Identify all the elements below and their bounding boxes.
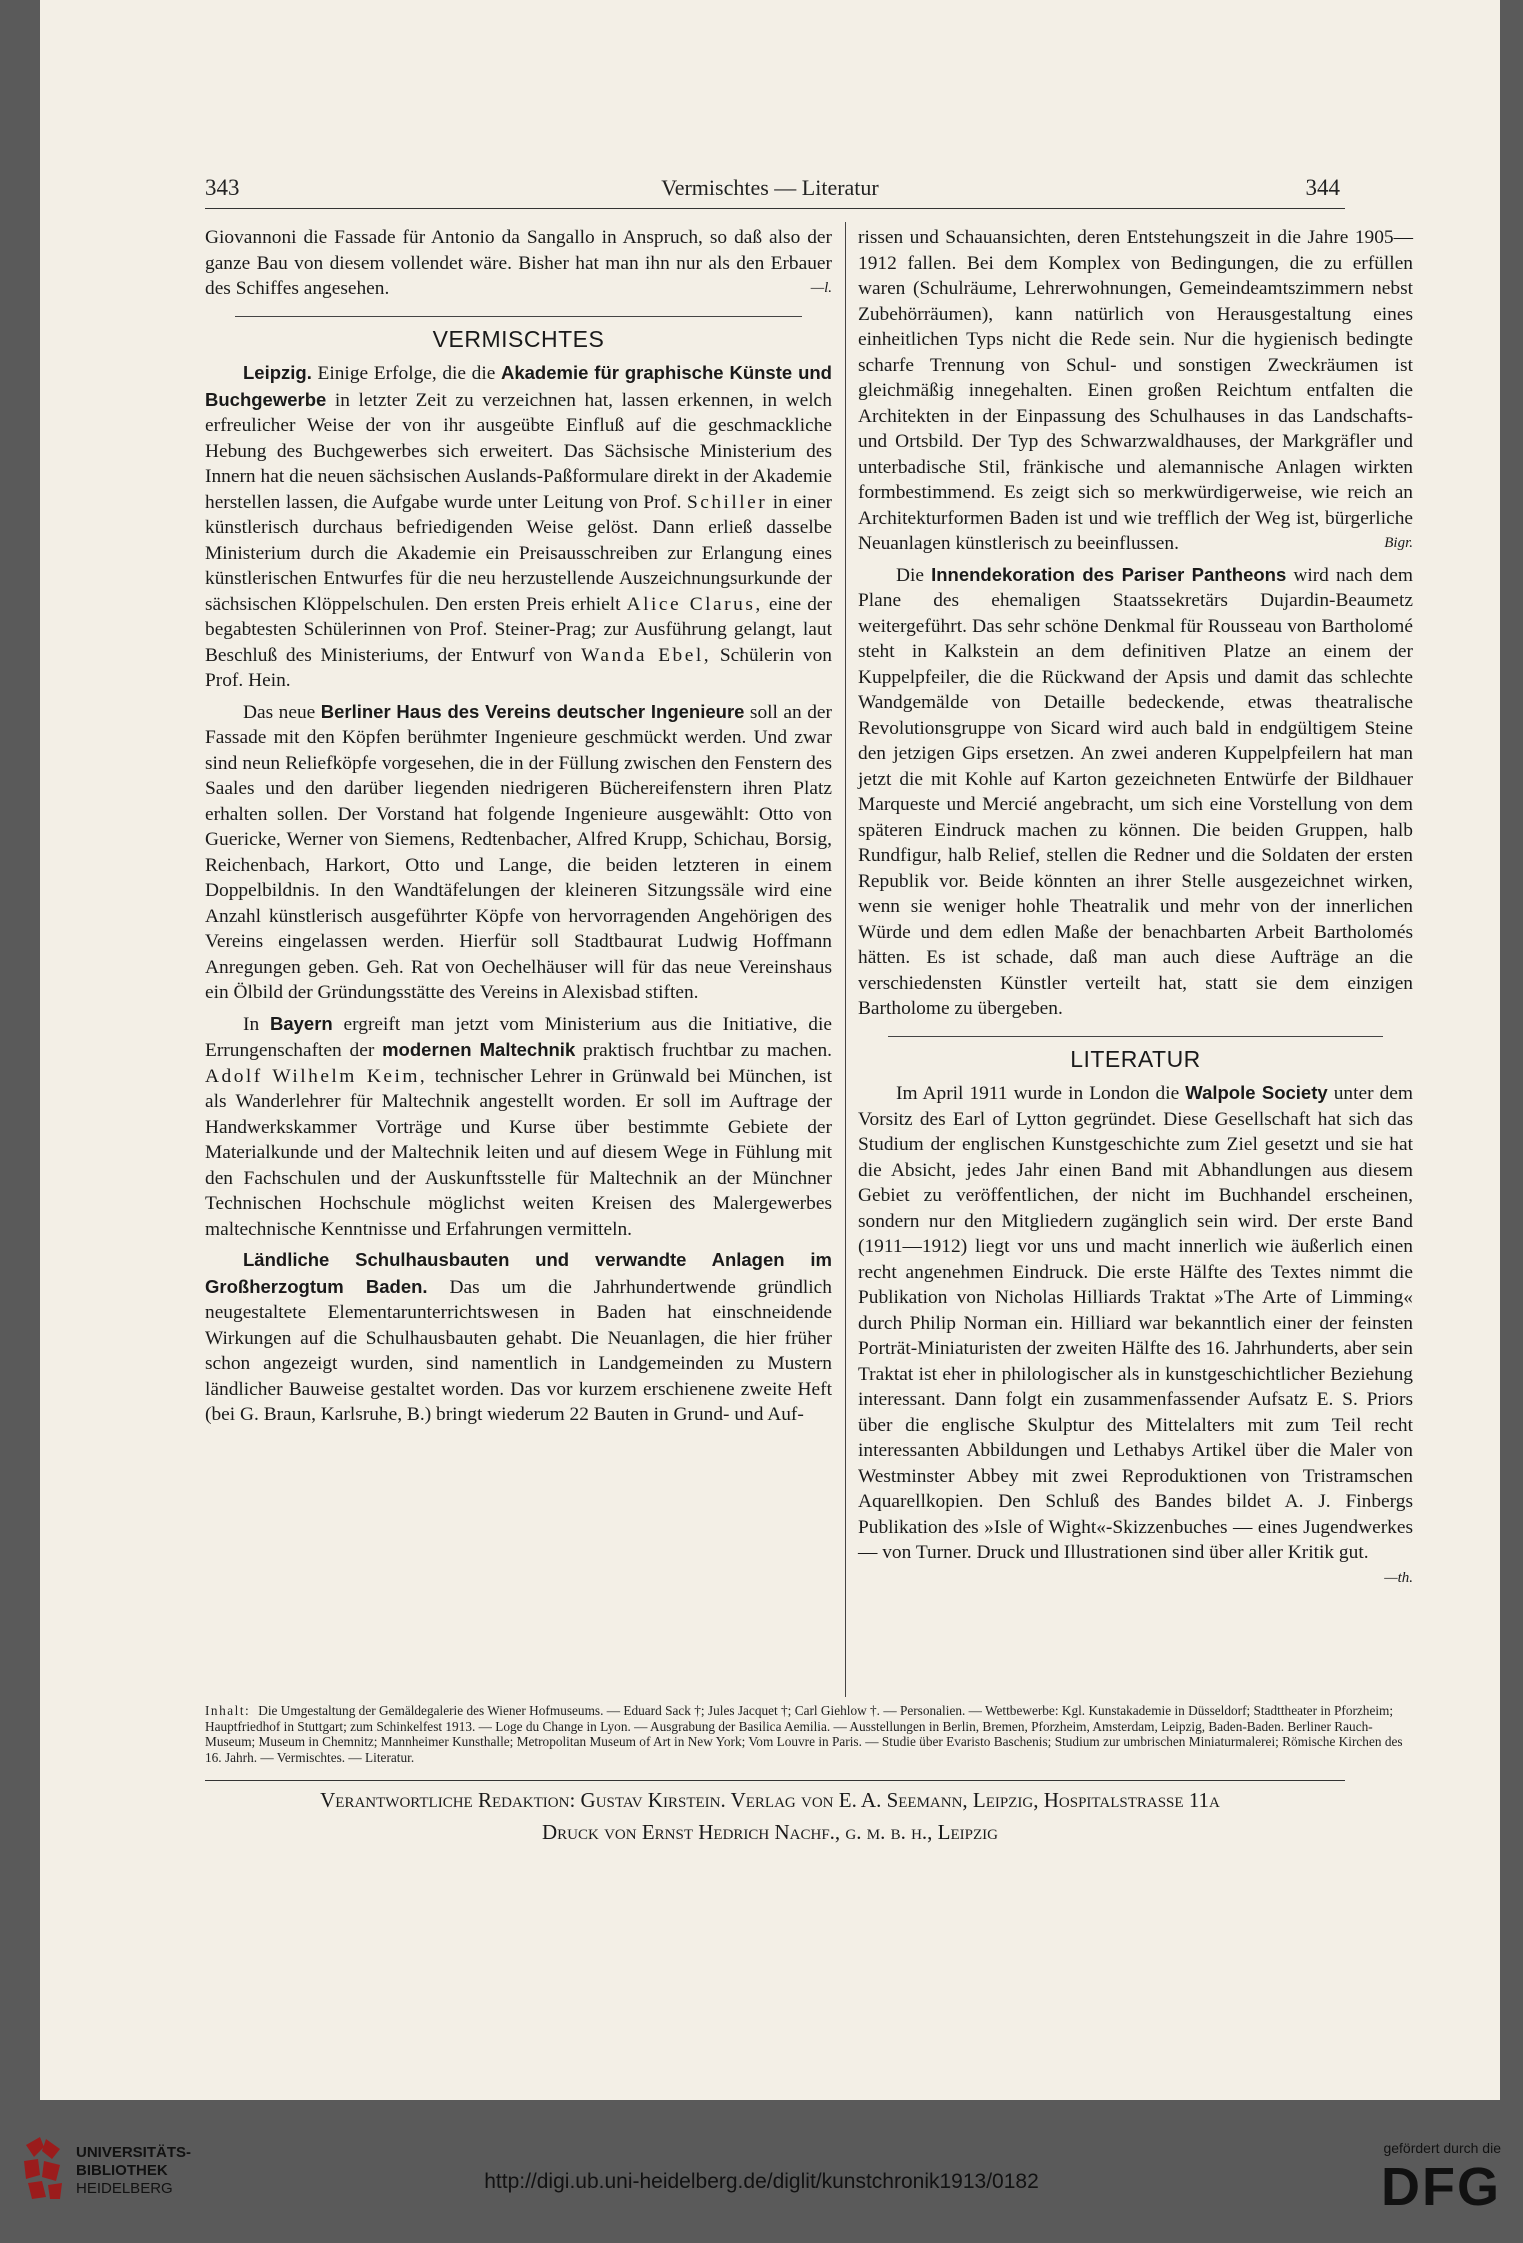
source-url-link[interactable]: http://digi.ub.uni-heidelberg.de/diglit/kunstchronik1913/0182 [484, 2170, 1039, 2193]
page-number-left: 343 [205, 175, 240, 200]
section-heading-vermischtes: VERMISCHTES [432, 325, 605, 352]
funder-text: gefördert durch die [1383, 2140, 1501, 2156]
signature: Bigr. [1384, 535, 1413, 551]
dfg-logo-icon[interactable]: DFG [1381, 2157, 1501, 2217]
article-pantheon: Die Innendekoration des Pariser Pantheons wird nach dem Plane des ehemaligen Staatssekretärs Dujardin-Beaumetz weitergeführt. Das sehr schöne Denkmal für Rousseau von Bartholomé steht in Kalkstein an dem definitiven Platze an einem der Kuppelpfeiler, die die Rückwand der Apsis und damit das schlechte Wandgemälde von Detaille bedeckende, etwas theatralische Revolutionsgruppe von Sicard wird auch bald in endgültigem Steine den jetzigen Gips ersetzen. An zwei anderen Kuppelpfeilern hat man jetzt die mit Kohle auf Karton gezeichneten Entwürfe der Bildhauer Marqueste und Mercié angebracht, um sich eine Vorstellung von dem späteren Eindruck machen zu können. Die beiden Gruppen, halb Rundfigur, halb Relief, stellen die Redner und die Soldaten der ersten Republik vor. Beide könnten an ihrer Stelle ausgezeichnet wirken, wenn sie weniger hohle Theatralik und mehr von der innerlichen Würde und dem edlen Maße der benachbarten Arbeit Bartholomés hätten. Es ist schade, daß man auch diese Aufträge an die verschiedensten Künstler verteilt hat, statt sie dem einzigen Bartholome zu übergeben. [858, 563, 1413, 1019]
contents-label: Inhalt: [205, 1703, 251, 1718]
header-rule [205, 208, 1345, 209]
article-leipzig: Leipzig. Einige Erfolge, die die Akademie für graphische Künste und Buchgewerbe in letzter Zeit zu verzeichnen hat, lassen erkennen, in welch erfreulicher Weise der von ihr ausgeübte Einfluß auf die geschmackliche Hebung des Buchgewerbes sich erweitert. Das Sächsische Ministerium des Innern hat die neuen sächsischen Auslands-Paßformulare direkt in der Akademie herstellen lassen, die Aufgabe wurde unter Leitung von Prof. Schiller in einer künstlerisch durchaus befriedigenden Weise gelöst. Dann erließ dasselbe Ministerium durch die Akademie ein Preisausschreiben zur Erlangung eines künstlerischen Entwurfes für die neu herzustellende Auszeichnungsurkunde der sächsischen Klöppelschulen. Den ersten Preis erhielt Alice Clarus, eine der begabtesten Schülerinnen von Prof. Steiner-Prag; zur Ausführung gelangt, laut Beschluß des Ministeriums, der Entwurf von Wanda Ebel, Schülerin von Prof. Hein. [205, 362, 833, 691]
article-berlin: Das neue Berliner Haus des Vereins deutscher Ingenieure soll an der Fassade mit den Köpfen berühmter Ingenieure geschmückt werden. Und zwar sind neun Reliefköpfe vorgesehen, die in der Füllung zwischen den Fenstern des Saales und den darüber liegenden niedrigeren Büchereifenstern ihren Platz erhalten sollen. Der Vorstand hat folgende Ingenieure ausgewählt: Otto von Guericke, Werner von Siemens, Redtenbacher, Alfred Krupp, Schichau, Borsig, Reichenbach, Harkort, Otto und Lange, die beiden letzteren in einem Doppelbildnis. In den Wandtäfelungen der kleineren Sitzungssäle wird eine Anzahl künstlerisch ausgeführter Köpfe von hervorragenden Angehörigen des Vereins eingelassen werden. Hierfür soll Stadtbaurat Ludwig Hoffmann Anregungen geben. Geh. Rat von Oechelhäuser will für das neue Vereinshaus ein Ölbild der Gründungsstätte des Vereins in Alexisbad stiften. [205, 700, 832, 1003]
left-column [205, 225, 832, 1433]
article-schulhausbauten: Ländliche Schulhausbauten und verwandte Anlagen im Großherzogtum Baden. Das um die Jahrhundertwende gründlich neugestaltete Elementarunterrichtswesen in Baden hat einschneidende Wirkungen auf die Schulhausbauten gehabt. Die Neuanlagen, die hier früher schon angezeigt wurden, sind namentlich in Landgemeinden zu Mustern ländlicher Bauweise gestaltet worden. Das vor kurzem erschienene zweite Heft (bei G. Braun, Karlsruhe, B.) bringt wiederum 22 Bauten in Grund- und Auf- [205, 1249, 832, 1425]
imprint-rule [205, 1780, 1345, 1781]
article-walpole: Im April 1911 wurde in London die Walpole Society unter dem Vorsitz des Earl of Lytton gegründet. Diese Gesellschaft hat sich das Studium der englischen Kunstgeschichte zum Ziel gesetzt und sie hat die Absicht, jedes Jahr einen Band mit Abhandlungen aus diesem Gebiet zu veröffentlichen, der nicht im Buchhandel erscheinen, sondern nur den Mitgliedern zugänglich sein wird. Der erste Band (1911—1912) liegt vor uns und macht innerlich wie äußerlich einen recht angenehmen Eindruck. Die erste Hälfte des Textes nimmt die Publikation von Nicholas Hilliards Traktat »The Arte of Limming« durch Philip Norman ein. Hilliard war bekanntlich einer der feinsten Porträt-Miniaturisten der zweiten Hälfte des 16. Jahrhunderts, aber sein Traktat ist eher in philologischer als in kunstgeschichtlicher Beziehung interessant. Dann folgt ein zusammenfassender Aufsatz E. S. Priors über die englische Skulptur des Mittelalters mit zum Teil recht interessanten Abbildungen und Lethabys Artikel über die Maler von Westminster Abbey mit zwei Reproduktionen von Tristramschen Aquarellkopien. Den Schluß des Bandes bildet A. J. Finbergs Publikation des »Isle of Wight«-Skizzenbuches — eines Jugendwerkes — von Turner. Druck und Illustrationen sind über aller Kritik gut. —th. [858, 1080, 1413, 1566]
page-number-right: 344 [1305, 175, 1340, 200]
logo-line-3: HEIDELBERG [76, 2180, 173, 2197]
article-bayern: In Bayern ergreift man jetzt vom Ministerium aus die Initiative, die Errungenschaften der modernen Maltechnik praktisch fruchtbar zu machen. Adolf Wilhelm Keim, technischer Lehrer in Grünwald bei München, ist als Wanderlehrer für Maltechnik angestellt worden. Er soll im Auftrage der Handwerkskammer Vorträge und Kurse über bestimmte Gebiete der Materialkunde und der Maltechnik leiten und auf diesem Wege in Fühlung mit den Fachschulen und der Auskunftsstelle für Maltechnik an der Münchner Technischen Hochschule möglichst weiten Kreisen des Malergewerbes maltechnische Kenntnisse und Erfahrungen vermitteln. [205, 1012, 832, 1240]
funder-block[interactable] [1381, 2140, 1501, 2217]
logo-line-2: BIBLIOTHEK [76, 2162, 168, 2179]
section-rule [235, 316, 802, 317]
article-schulhausbauten-cont: rissen und Schauansichten, deren Entstehungszeit in die Jahre 1905—1912 fallen. Bei dem Komplex von Bedingungen, die zu erfüllen waren (Schulräume, Lehrerwohnungen, Gemeindeamtszimmern nebst Zubehörräumen), kann natürlich von Herausgestaltung eines einheitlichen Typs nicht die Rede sein. Nur die hygienisch bedingte scharfe Trennung von Schul- und sonstigen Zweckräumen ist gleichmäßig innegehalten. Einen großen Reichtum entfalten die Architekten in der Einpassung des Schulhauses in das Landschafts- und Ortsbild. Der Typ des Schwarzwaldhauses, der Markgräfler und unterbadische Stil, fränkische und alemannische Anlagen wirkten formbestimmend. Es zeigt sich so merkwürdigerweise, wie reich an Architekturformen Baden ist und wie trefflich der Weg ist, bürgerliche Neuanlagen künstlerisch zu beeinflussen. Bigr. [858, 225, 1413, 557]
table-of-contents [205, 1703, 1413, 1765]
imprint-printer: Druck von Ernst Hedrich Nachf., g. m. b. h., Leipzig [541, 1820, 998, 1844]
imprint-editor: Verantwortliche Redaktion: Gustav Kirstein. Verlag von E. A. Seemann, Leipzig, Hospitalstraße 11a [320, 1788, 1220, 1812]
scanned-page [40, 0, 1500, 2100]
intro-paragraph: Giovannoni die Fassade für Antonio da Sangallo in Anspruch, so daß also der ganze Bau von diesem vollendet wäre. Bisher hat man ihn nur als den Erbauer des Schiffes angesehen. —l. [205, 225, 832, 302]
signature: —th. [1384, 1569, 1413, 1586]
contents-text: Die Umgestaltung der Gemäldegalerie des Wiener Hofmuseums. — Eduard Sack †; Jules Jacquet †; Carl Giehlow †. — Personalien. — Wettbewerbe: Kgl. Kunstakademie in Düsseldorf; Stadttheater in Pforzheim; Hauptfriedhof in Stuttgart; zum Schinkelfest 1913. — Loge du Change in Lyon. — Ausgrabung der Basilica Aemilia. — Ausstellungen in Berlin, Bremen, Pforzheim, Amsterdam, Leipzig, Baden-Baden. Berliner Rauch-Museum; Museum in Chemnitz; Mannheimer Kunsthalle; Metropolitan Museum of Art in New York; Vom Louvre in Paris. — Studie über Evaristo Baschenis; Studium zur umbrischen Miniaturmalerei; Römische Kirchen des 16. Jahrh. — Vermischtes. — Literatur. [205, 1703, 1403, 1765]
right-column [858, 225, 1413, 1591]
running-header: Vermischtes — Literatur [661, 175, 879, 200]
logo-line-1: UNIVERSITÄTS- [76, 2144, 192, 2161]
column-divider [845, 222, 846, 1697]
section-rule [888, 1036, 1383, 1037]
section-heading-literatur: LITERATUR [1070, 1045, 1201, 1072]
signature: —l. [810, 280, 832, 296]
